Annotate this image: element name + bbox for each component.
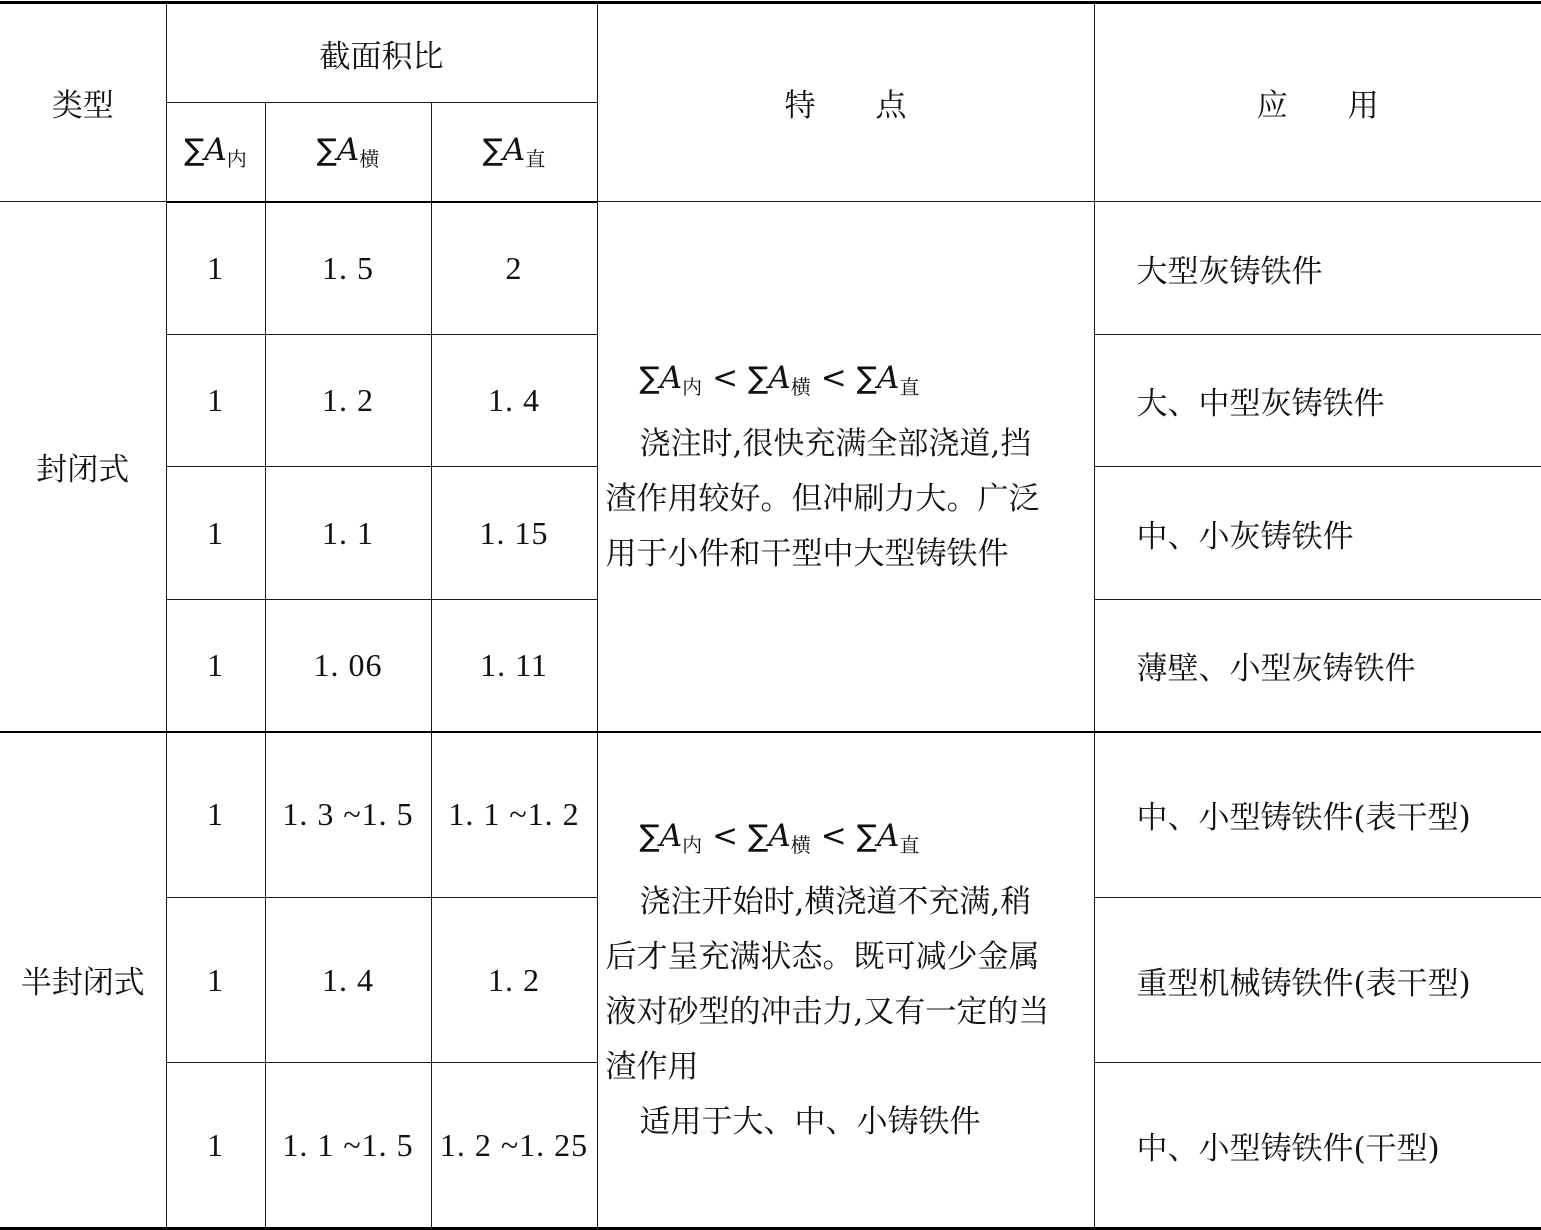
inner-ratio-cell: 1 — [166, 335, 265, 467]
application-cell: 薄壁、小型灰铸铁件 — [1094, 600, 1541, 732]
header-inner-gate-area: $\sum A_内$ — [166, 103, 265, 202]
runner-ratio-cell: 1. 3 ~1. 5 — [265, 732, 431, 898]
header-runner-area: $\sum A_横$ — [265, 103, 431, 202]
inner-ratio-cell: 1 — [166, 898, 265, 1063]
inner-ratio-cell: 1 — [166, 732, 265, 898]
table-row — [0, 732, 1541, 898]
application-cell: 中、小灰铸铁件 — [1094, 467, 1541, 600]
area-relation-formula: $\sum A_内 < \sum A_横 < \sum A_直$ — [639, 818, 920, 858]
features-cell — [597, 202, 1094, 732]
runner-ratio-cell: 1. 1 ~1. 5 — [265, 1063, 431, 1229]
type-cell: 封闭式 — [0, 202, 166, 732]
feature-line: 渣作用较好。但冲刷力大。广泛 — [605, 480, 1040, 517]
runner-ratio-cell: 1. 1 — [265, 467, 431, 600]
sprue-ratio-cell: 1. 1 ~1. 2 — [431, 732, 597, 898]
sprue-ratio-cell: 1. 15 — [431, 467, 597, 600]
sprue-ratio-cell: 1. 2 ~1. 25 — [431, 1063, 597, 1229]
features-cell — [597, 732, 1094, 1229]
application-cell: 中、小型铸铁件(干型) — [1094, 1063, 1541, 1229]
header-type: 类型 — [0, 3, 166, 202]
inner-ratio-cell: 1 — [166, 467, 265, 600]
feature-line: 后才呈充满状态。既可减少金属 — [605, 939, 1040, 976]
area-relation-formula: $\sum A_内 < \sum A_横 < \sum A_直$ — [639, 359, 920, 399]
feature-line: 适用于大、中、小铸铁件 — [639, 1104, 981, 1141]
feature-line: 浇注开始时,横浇道不充满,稍 — [639, 884, 1032, 921]
sprue-ratio-cell: 1. 2 — [431, 898, 597, 1063]
application-cell: 大型灰铸铁件 — [1094, 202, 1541, 335]
runner-ratio-cell: 1. 06 — [265, 600, 431, 732]
application-cell: 重型机械铸铁件(表干型) — [1094, 898, 1541, 1063]
gating-ratio-table — [0, 1, 1541, 1230]
feature-line: 浇注时,很快充满全部浇道,挡 — [639, 425, 1032, 462]
sprue-ratio-cell: 1. 4 — [431, 335, 597, 467]
application-cell: 中、小型铸铁件(表干型) — [1094, 732, 1541, 898]
runner-ratio-cell: 1. 2 — [265, 335, 431, 467]
runner-ratio-cell: 1. 4 — [265, 898, 431, 1063]
header-features: 特点 — [597, 3, 1094, 202]
type-cell: 半封闭式 — [0, 732, 166, 1229]
inner-ratio-cell: 1 — [166, 600, 265, 732]
sprue-ratio-cell: 1. 11 — [431, 600, 597, 732]
feature-line: 渣作用 — [605, 1049, 699, 1086]
inner-ratio-cell: 1 — [166, 202, 265, 335]
sprue-ratio-cell: 2 — [431, 202, 597, 335]
runner-ratio-cell: 1. 5 — [265, 202, 431, 335]
header-application: 应用 — [1094, 3, 1541, 202]
application-cell: 大、中型灰铸铁件 — [1094, 335, 1541, 467]
header-area-ratio: 截面积比 — [166, 3, 597, 103]
table-row — [0, 202, 1541, 335]
header-sprue-area: $\sum A_直$ — [431, 103, 597, 202]
feature-line: 液对砂型的冲击力,又有一定的当 — [605, 994, 1050, 1031]
feature-line: 用于小件和干型中大型铸铁件 — [605, 535, 1009, 572]
inner-ratio-cell: 1 — [166, 1063, 265, 1229]
